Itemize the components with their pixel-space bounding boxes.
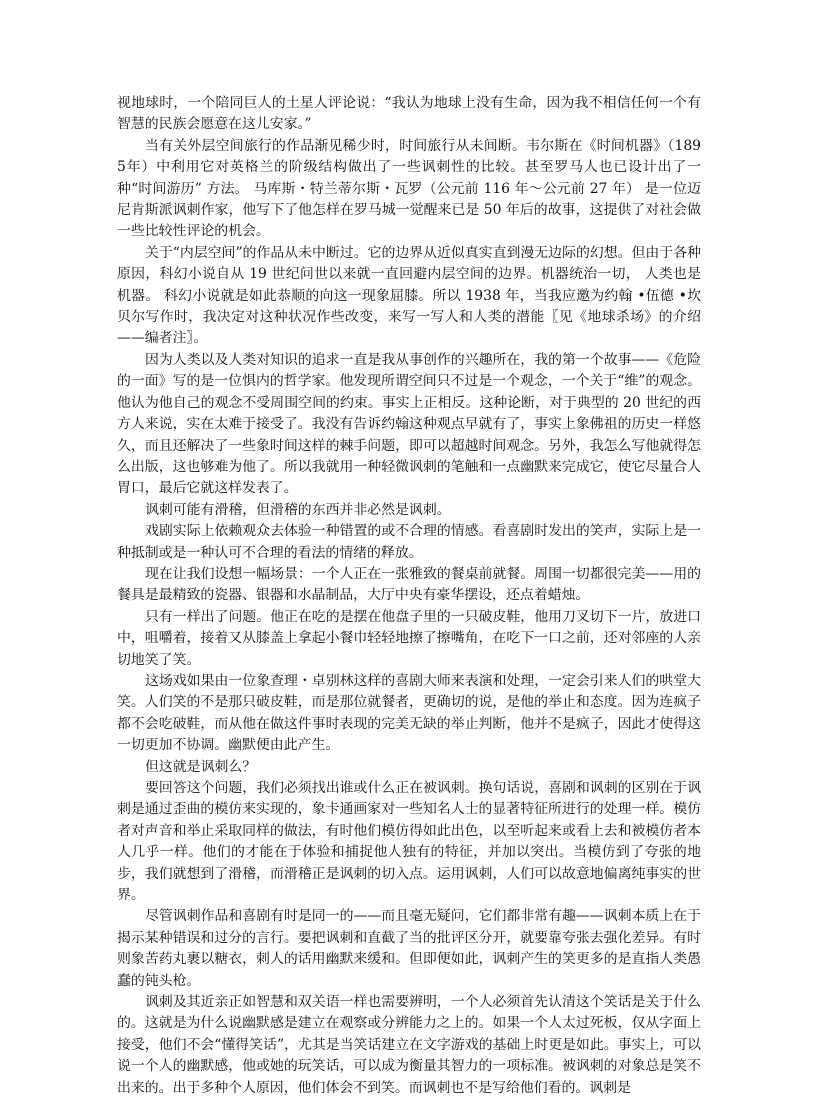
paragraph-imitation: 要回答这个问题，我们必须找出谁或什么正在被讽刺。换句话说，喜剧和讽刺的区别在于讽刺是通过歪曲的模仿来实现的，象卡通画家对一些知名人士的显著特征所进行的处理一样。模仿者对声音和举止采取同样的做法，有时他们模仿得如此出色，以至听起来或看上去和被模仿者本人几乎一样。他们的才能在于体验和捕捉他人独有的特征，并加以突出。当模仿到了夸张的地步，我们就想到了滑稽，而滑稽正是讽刺的切入点。运用讽刺，人们可以故意地偏离纯事实的世界。	[117, 780, 701, 904]
paragraph-drama: 戏剧实际上依赖观众去体验一种错置的或不合理的情感。看喜剧时发出的笑声，实际上是一种抵制或是一种认可不合理的看法的情绪的释放。	[117, 523, 701, 561]
paragraph-satire-comedy: 讽刺可能有滑稽，但滑稽的东西并非必然是讽刺。	[145, 501, 451, 518]
paragraph-first-story: 因为人类以及人类对知识的追求一直是我从事创作的兴趣所在，我的第一个故事——《危险的一面》写的是一位惧内的哲学家。他发现所谓空间只不过是一个观念，一个关于“维”的观念。他认为他自己的观念不受周围空间的约束。事实上正相反。这种论断，对于典型的 20 世纪的西方人来说，实在太难于接受了。我没有告诉约翰这种观点早就有了，事实上象佛祖的历史一样悠久，而且还解决了一些象时间这样的棘手问题，即可以超越时间观念。另外，我怎么写他就得怎么出版，这也够难为他了。所以我就用一种轻微讽刺的笔触和一点幽默来完成它，使它尽量合人胃口，最后它就这样发表了。	[117, 351, 701, 497]
paragraph-continuation: 视地球时，一个陪同巨人的土星人评论说：“我认为地球上没有生命，因为我不相信任何一个有智慧的民族会愿意在这儿安家。”	[117, 95, 701, 133]
paragraph-inner-space: 关于“内层空间”的作品从未中断过。它的边界从近似真实直到漫无边际的幻想。但由于各种原因，科幻小说自从 19 世纪问世以来就一直回避内层空间的边界。机器统治一切， 人类也是机器。 科幻小说就是如此恭顺的向这一现象屈膝。所以 1938 年，当我应邀为约翰 •伍德 •坎贝尔写作时，我决定对这种状况作些改变，来写一写人和人类的潜能〖见《地球杀场》的介绍——编者注〗。	[117, 244, 701, 347]
paragraph-humor-sense: 讽刺及其近亲正如智慧和双关语一样也需要辨明，一个人必须首先认清这个笑话是关于什么的。这就是为什么说幽默感是建立在观察或分辨能力之上的。如果一个人太过死板，仅从字面上接受，他们不会“懂得笑话”，尤其是当笑话建立在文字游戏的基础上时更是如此。事实上，可以说一个人的幽默感，他或她的玩笑话，可以成为衡量其智力的一项标准。被讽刺的对象总是笑不出来的。出于多种个人原因，他们体会不到笑。而讽刺也不是写给他们看的。讽刺是	[117, 994, 701, 1096]
paragraph-question: 但这就是讽刺么？	[145, 758, 257, 775]
paragraph-shoe: 只有一样出了问题。他正在吃的是摆在他盘子里的一只破皮鞋，他用刀叉切下一片，放进口中，咀嚼着，接着又从膝盖上拿起小餐巾轻轻地擦了擦嘴角，在吃下一口之前，还对邻座的人亲切地笑了笑。	[117, 608, 701, 668]
paragraph-dinner-scene: 现在让我们设想一幅场景：一个人正在一张雅致的餐桌前就餐。周围一切都很完美——用的餐具是最精致的瓷器、银器和水晶制品，大厅中央有豪华摆设，还点着蜡烛。	[117, 565, 701, 604]
paragraph-satire-nature: 尽管讽刺作品和喜剧有时是同一的——而且毫无疑问，它们都非常有趣——讽刺本质上在于揭示某种错误和过分的言行。要把讽刺和直截了当的批评区分开，就要靠夸张去强化差异。有时则象苦药丸裹以糖衣，刺人的话用幽默来缓和。但即便如此，讽刺产生的笑更多的是直指人类愚蠢的钝头枪。	[117, 908, 701, 989]
document-page	[117, 93, 701, 1099]
paragraph-time-travel: 当有关外层空间旅行的作品渐见稀少时，时间旅行从未间断。韦尔斯在《时间机器》（1895年）中利用它对英格兰的阶级结构做出了一些讽刺性的比较。甚至罗马人也已设计出了一种“时间游历” 方法。 马库斯・特兰蒂尔斯・瓦罗（公元前 116 年～公元前 27 年） 是一位迈尼肯斯派讽刺作家，他写下了他怎样在罗马城一觉醒来已是 50 年后的故事，这提供了对社会做一些比较性评论的机会。	[117, 137, 701, 240]
paragraph-chaplin: 这场戏如果由一位象查理・卓别林这样的喜剧大师来表演和处理，一定会引来人们的哄堂大笑。人们笑的不是那只破皮鞋，而是那位就餐者，更确切的说，是他的举止和态度。因为连疯子都不会吃破鞋，而从他在做这件事时表现的完美无缺的举止判断，他并不是疯子，因此才使得这一切更加不协调。幽默便由此产生。	[117, 672, 701, 754]
